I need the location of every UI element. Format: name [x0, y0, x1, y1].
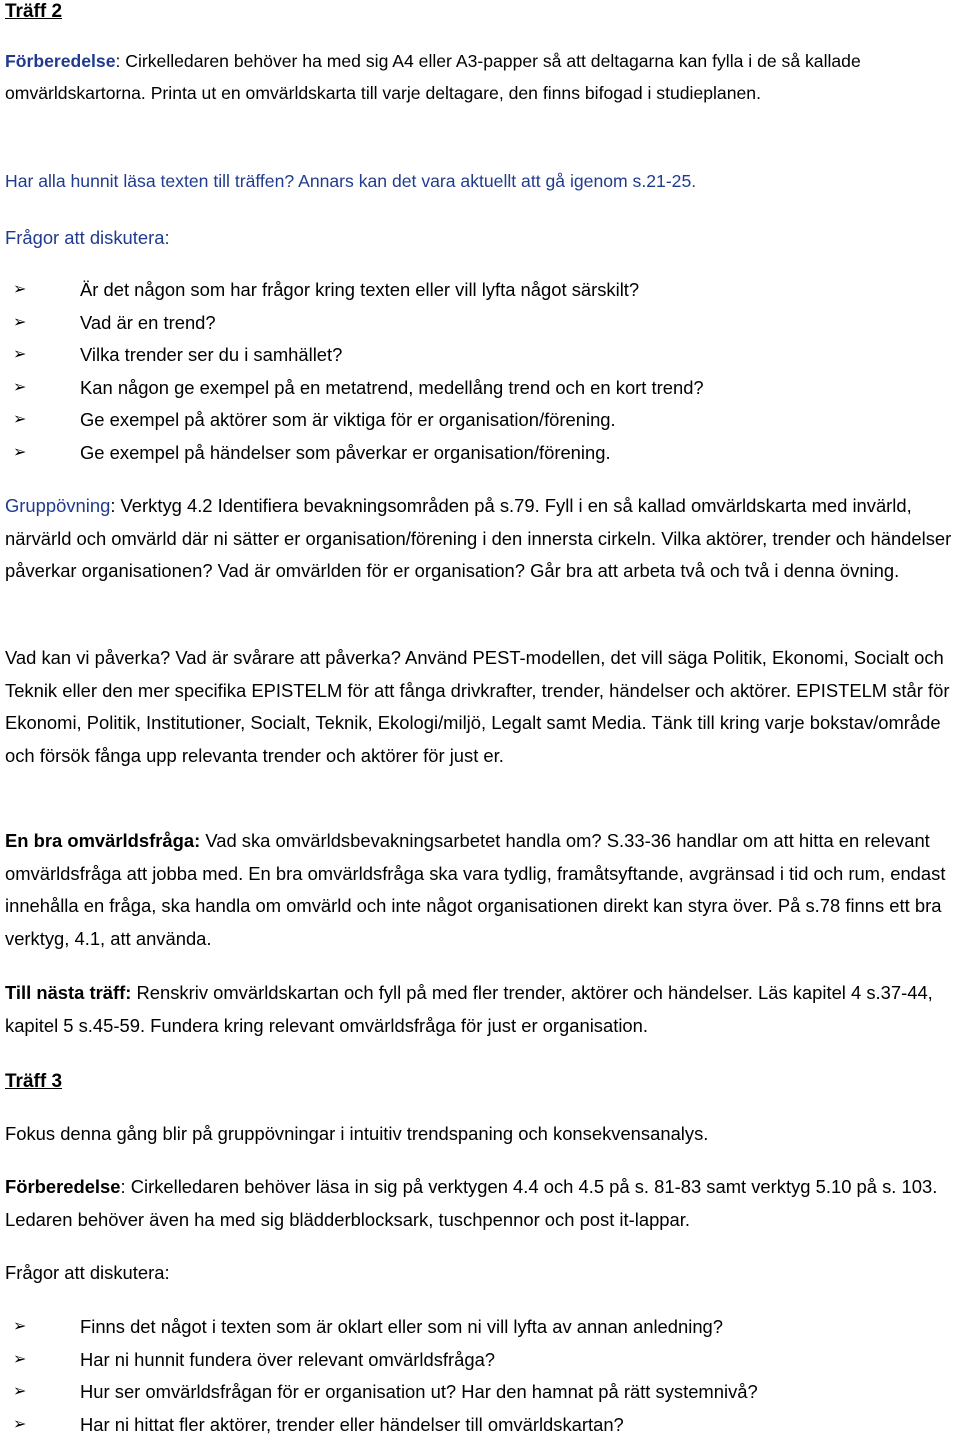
- traff2-read-text: Har alla hunnit läsa texten till träffen? Annars kan det vara aktuellt att gå igenom s.21-25.: [5, 165, 955, 197]
- list-item: [5, 1311, 955, 1344]
- question-text: Har ni hunnit fundera över relevant omvärldsfråga?: [80, 1349, 495, 1370]
- traff3-questions-label: Frågor att diskutera:: [5, 1257, 955, 1290]
- traff2-prep-text: : Cirkelledaren behöver ha med sig A4 eller A3-papper så att deltagarna kan fylla i de så kallade omvärldskartorna. Printa ut en omvärldskarta till varje deltagare, den finns bifogad i studieplanen.: [5, 51, 861, 103]
- list-item: [5, 1344, 955, 1377]
- traff2-influence-paragraph: [5, 642, 955, 772]
- traff2-good-question-paragraph: [5, 825, 955, 955]
- arrow-bullet-icon: ➢: [13, 437, 26, 470]
- traff2-prep-label: Förberedelse: [5, 51, 116, 71]
- traff2-influence-text: Vad kan vi påverka? Vad är svårare att påverka? Använd PEST-modellen, det vill säga Politik, Ekonomi, Socialt och Teknik eller den mer specifika EPISTELM för att fånga drivkrafter, trender, händelser och aktörer. EPISTELM står för Ekonomi, Politik, Institutioner, Socialt, Teknik, Ekologi/miljö, Legalt samt Media. Tänk till kring varje bokstav/område och försök fånga upp relevanta trender och aktörer för just er.: [5, 642, 955, 772]
- question-text: Ge exempel på händelser som påverkar er organisation/förening.: [80, 442, 611, 463]
- arrow-bullet-icon: ➢: [13, 372, 26, 405]
- arrow-bullet-icon: ➢: [13, 1344, 26, 1377]
- arrow-bullet-icon: ➢: [13, 1376, 26, 1409]
- traff3-focus-paragraph: [5, 1118, 955, 1151]
- traff3-prep-paragraph: [5, 1171, 955, 1236]
- traff2-group-label: Gruppövning: [5, 495, 110, 516]
- traff2-good-q-label: En bra omvärldsfråga:: [5, 830, 200, 851]
- traff2-next-paragraph: [5, 977, 955, 1042]
- question-text: Finns det något i texten som är oklart eller som ni vill lyfta av annan anledning?: [80, 1316, 723, 1337]
- traff2-prep-paragraph: [5, 45, 955, 109]
- list-item: [5, 437, 955, 470]
- question-text: Vilka trender ser du i samhället?: [80, 344, 342, 365]
- traff2-good-q-text: Vad ska omvärldsbevakningsarbetet handla om? S.33-36 handlar om att hitta en relevant omvärldsfråga att jobba med. En bra omvärldsfråga ska vara tydlig, framåtsyftande, avgränsad i tid och rum, endast innehålla en fråga, ska handla om omvärld och inte något organisationen direkt kan styra över. På s.78 finns ett bra verktyg, 4.1, att använda.: [5, 830, 945, 949]
- traff3-prep-text: : Cirkelledaren behöver läsa in sig på verktygen 4.4 och 4.5 på s. 81-83 samt verktyg 5.10 på s. 103. Ledaren behöver även ha med sig blädderblocksark, tuschpennor och post it-lappar.: [5, 1176, 937, 1230]
- question-text: Är det någon som har frågor kring texten eller vill lyfta något särskilt?: [80, 279, 639, 300]
- list-item: [5, 274, 955, 307]
- traff3-questions-label-block: [5, 1257, 955, 1290]
- arrow-bullet-icon: ➢: [13, 1311, 26, 1344]
- question-text: Har ni hittat fler aktörer, trender eller händelser till omvärldskartan?: [80, 1414, 624, 1435]
- traff3-heading-block: [5, 1070, 955, 1094]
- traff3-heading: Träff 3: [5, 1070, 955, 1094]
- traff2-questions-label-block: [5, 222, 955, 255]
- traff2-questions-list: [5, 274, 955, 469]
- traff2-read-paragraph: [5, 165, 955, 197]
- list-item: [5, 372, 955, 405]
- question-text: Ge exempel på aktörer som är viktiga för er organisation/förening.: [80, 409, 616, 430]
- traff2-group-text: : Verktyg 4.2 Identifiera bevakningsområden på s.79. Fyll i en så kallad omvärldskarta med invärld, närvärld och omvärld där ni sätter er organisation/förening i den innersta cirkeln. Vilka aktörer, trender och händelser påverkar organisationen? Vad är omvärlden för er organisation? Går bra att arbeta två och två i denna övning.: [5, 495, 951, 581]
- traff3-focus-text: Fokus denna gång blir på gruppövningar i intuitiv trendspaning och konsekvensanalys.: [5, 1118, 955, 1151]
- traff2-next-text: Renskriv omvärldskartan och fyll på med fler trender, aktörer och händelser. Läs kapitel 4 s.37-44, kapitel 5 s.45-59. Fundera kring relevant omvärldsfråga för just er organisation.: [5, 982, 933, 1036]
- arrow-bullet-icon: ➢: [13, 339, 26, 372]
- list-item: [5, 339, 955, 372]
- traff2-heading: Träff 2: [5, 0, 955, 24]
- traff2-questions-label: Frågor att diskutera:: [5, 222, 955, 255]
- arrow-bullet-icon: ➢: [13, 1409, 26, 1441]
- list-item: [5, 404, 955, 437]
- question-text: Hur ser omvärldsfrågan för er organisation ut? Har den hamnat på rätt systemnivå?: [80, 1381, 758, 1402]
- traff3-questions-list: [5, 1311, 955, 1441]
- traff3-prep-label: Förberedelse: [5, 1176, 121, 1197]
- traff2-heading-block: [5, 0, 955, 24]
- traff2-next-label: Till nästa träff:: [5, 982, 131, 1003]
- list-item: [5, 1376, 955, 1409]
- arrow-bullet-icon: ➢: [13, 307, 26, 340]
- traff2-group-paragraph: [5, 490, 955, 588]
- arrow-bullet-icon: ➢: [13, 274, 26, 307]
- list-item: [5, 307, 955, 340]
- list-item: [5, 1409, 955, 1441]
- question-text: Vad är en trend?: [80, 312, 216, 333]
- arrow-bullet-icon: ➢: [13, 404, 26, 437]
- question-text: Kan någon ge exempel på en metatrend, medellång trend och en kort trend?: [80, 377, 704, 398]
